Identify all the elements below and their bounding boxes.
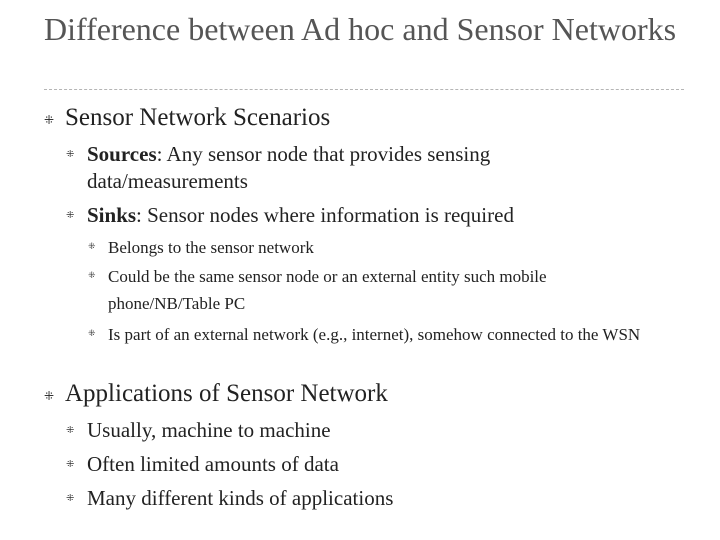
bullet-icon: ⁜	[66, 149, 75, 160]
list-item-limited-data: Often limited amounts of data	[87, 452, 339, 476]
section-heading-applications: Applications of Sensor Network	[65, 380, 388, 407]
bullet-icon: ⁜	[88, 329, 96, 339]
term-label: Sources	[87, 142, 157, 166]
bullet-icon: ⁜	[88, 242, 96, 252]
bullet-icon: ⁜	[66, 493, 75, 504]
list-item-sinks	[87, 202, 687, 229]
bullet-icon: ⁜	[44, 113, 55, 127]
term-label: Sinks	[87, 203, 137, 227]
section-heading-scenarios: Sensor Network Scenarios	[65, 104, 331, 131]
bullet-icon: ⁜	[66, 210, 75, 221]
sub-item-belongs: Belongs to the sensor network	[108, 238, 314, 257]
list-item-machine: Usually, machine to machine	[87, 418, 331, 442]
list-item-sources	[87, 141, 607, 195]
sub-item-same-node: Could be the same sensor node or an external entity such mobile phone/NB/Table PC	[108, 267, 547, 313]
sub-item-external-network: Is part of an external network (e.g., internet), somehow connected to the WSN	[108, 325, 641, 344]
bullet-icon: ⁜	[88, 271, 96, 281]
bullet-icon: ⁜	[66, 425, 75, 436]
term-text: : Sensor nodes where information is required	[136, 203, 514, 227]
bullet-icon: ⁜	[66, 459, 75, 470]
list-item-applications: Many different kinds of applications	[87, 486, 394, 510]
slide-title: Difference between Ad hoc and Sensor Networks	[44, 11, 677, 47]
term-text: : Any sensor node that provides sensing data/measurements	[87, 142, 491, 193]
bullet-icon: ⁜	[44, 389, 55, 403]
